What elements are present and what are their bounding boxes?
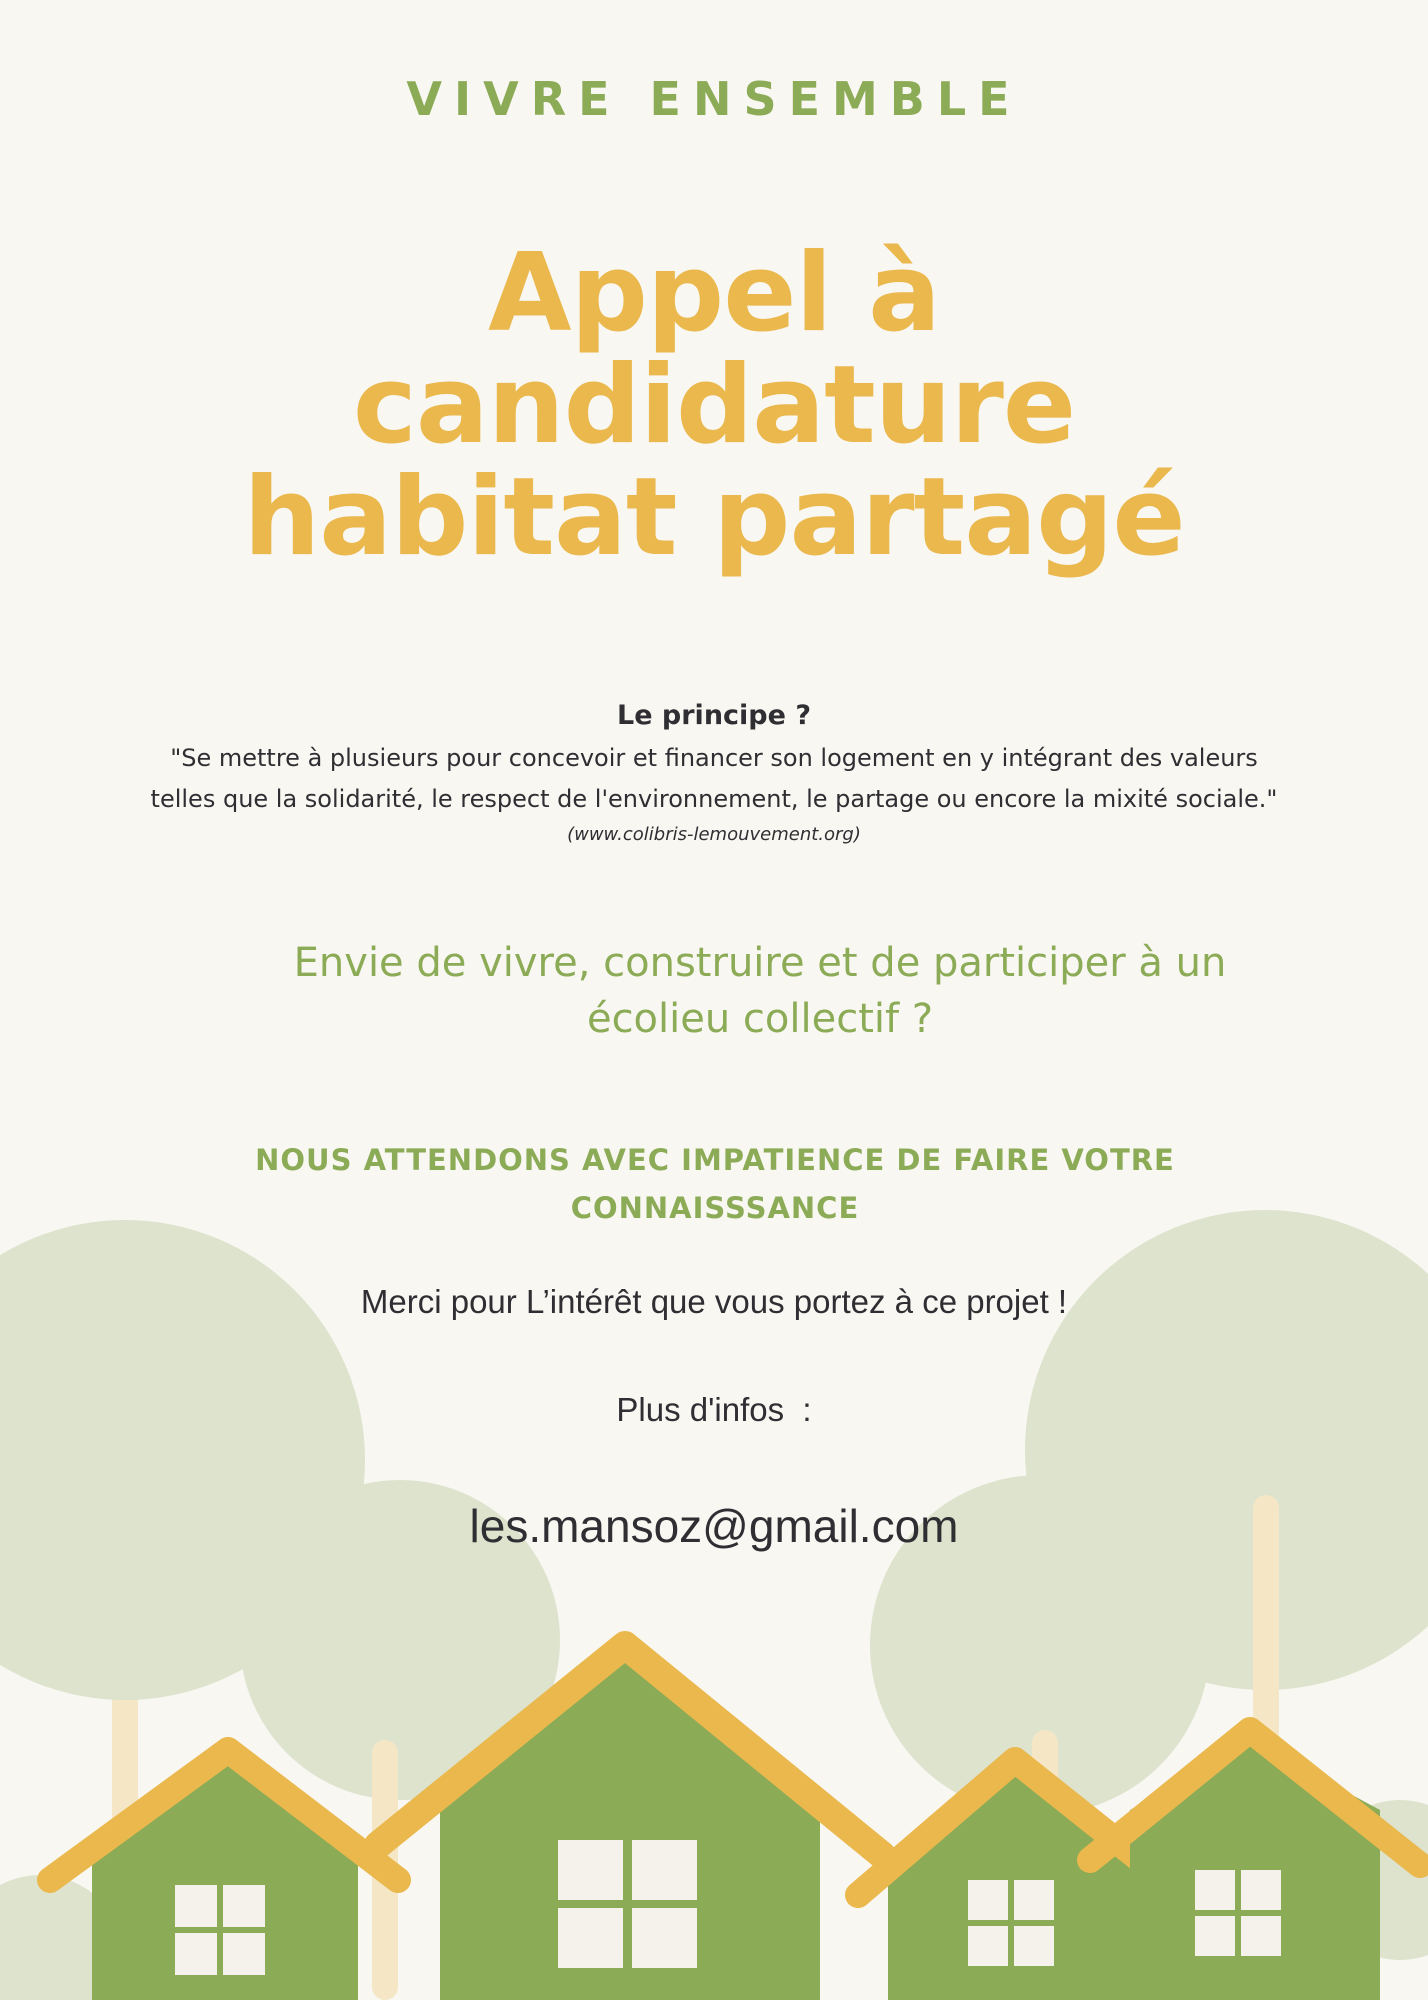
invitation-text (200, 935, 1320, 1047)
invitation-line: Envie de vivre, construire et de participer à un (293, 940, 1227, 986)
thanks-text: Merci pour L’intérêt que vous portez à ce projet ! (360, 1283, 1068, 1320)
principle-section (0, 696, 1428, 850)
title-line: Appel à (488, 231, 940, 356)
principle-quote (0, 738, 1428, 820)
principle-source: (www.colibris-lemouvement.org) (567, 824, 861, 845)
title-line: candidature (352, 343, 1076, 468)
contact-email[interactable]: les.mansoz@gmail.com (469, 1500, 959, 1552)
banner-text (220, 1136, 1210, 1232)
quote-line: telles que la solidarité, le respect de l'environnement, le partage ou encore la mixité sociale." (150, 785, 1278, 813)
page-title (0, 231, 1428, 580)
quote-line: "Se mettre à plusieurs pour concevoir et financer son logement en y intégrant des valeurs (170, 744, 1258, 772)
principle-heading: Le principe ? (617, 700, 811, 731)
title-line: habitat partagé (243, 455, 1185, 580)
banner-line: CONNAISSSANCE (570, 1191, 860, 1225)
kicker-heading: VIVRE ENSEMBLE (406, 72, 1022, 126)
more-info-label: Plus d'infos : (616, 1391, 812, 1428)
invitation-line: écolieu collectif ? (586, 996, 934, 1042)
banner-line: NOUS ATTENDONS AVEC IMPATIENCE DE FAIRE VOTRE (255, 1143, 1175, 1177)
